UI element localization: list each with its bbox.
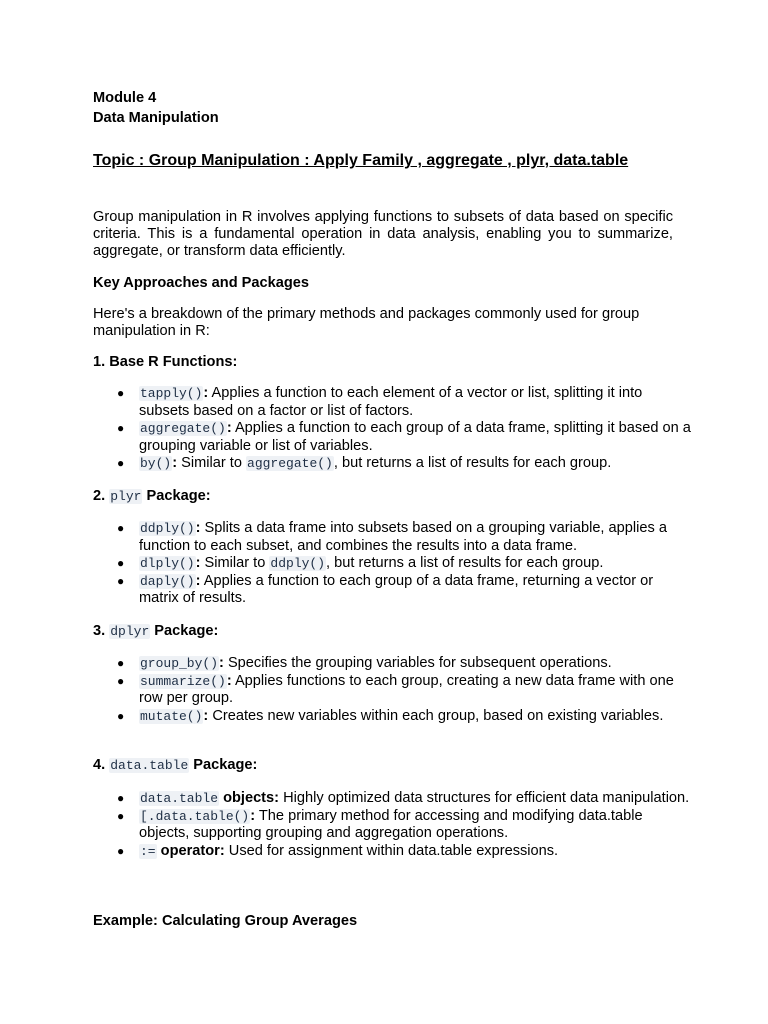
section-title: Package: bbox=[189, 757, 258, 773]
key-approaches-heading: Key Approaches and Packages bbox=[93, 275, 310, 291]
item-description: Specifies the grouping variables for subsequent operations. bbox=[223, 655, 612, 671]
intro-paragraph: Group manipulation in R involves applying functions to subsets of data based on specific criteria. This is a fundamental operation in data analysis, enabling you to summarize, aggregate, or transform data efficiently. bbox=[93, 209, 673, 259]
inline-code: aggregate() bbox=[140, 421, 226, 436]
item-description: Similar to bbox=[177, 455, 247, 471]
list-item bbox=[93, 790, 693, 808]
item-term-suffix: : bbox=[195, 572, 201, 589]
inline-code: dplyr bbox=[110, 624, 150, 639]
item-description: Applies a function to each group of a data frame, splitting it based on a grouping variable or list of variables. bbox=[139, 420, 691, 454]
bullet-icon: ● bbox=[117, 556, 125, 570]
inline-code: ddply() bbox=[270, 556, 326, 571]
bullet-icon: ● bbox=[117, 421, 125, 435]
section-heading-dplyr bbox=[93, 623, 673, 640]
item-term-suffix: : bbox=[203, 385, 209, 401]
example-heading: Example: Calculating Group Averages bbox=[93, 913, 358, 929]
item-term-suffix: : bbox=[172, 455, 178, 471]
inline-code: ddply() bbox=[140, 521, 195, 536]
bullet-icon: ● bbox=[117, 708, 125, 723]
bullet-icon: ● bbox=[117, 808, 125, 823]
item-term-suffix: operator: bbox=[156, 842, 225, 859]
item-term-suffix: : bbox=[195, 555, 201, 571]
inline-code: := bbox=[140, 843, 156, 859]
bullet-icon: ● bbox=[117, 791, 125, 805]
item-description: Creates new variables within each group, based on existing variables. bbox=[208, 707, 664, 724]
section-title: Package: bbox=[142, 488, 211, 504]
item-term-suffix: objects: bbox=[219, 790, 280, 806]
bullet-icon: ● bbox=[117, 673, 125, 688]
item-description: Applies a function to each group of a data frame, returning a vector or matrix of results. bbox=[139, 572, 654, 606]
section-heading-base-r bbox=[93, 354, 673, 371]
item-term-suffix: : bbox=[250, 807, 256, 824]
section-heading-plyr bbox=[93, 488, 673, 505]
item-term-suffix: : bbox=[203, 707, 209, 724]
section-title: Base R Functions: bbox=[109, 354, 238, 370]
item-description: Similar to bbox=[200, 555, 270, 571]
list-item bbox=[93, 573, 693, 608]
inline-code: by() bbox=[140, 456, 172, 471]
inline-code: aggregate() bbox=[247, 456, 333, 471]
item-term-suffix: : bbox=[226, 420, 232, 436]
list-item bbox=[93, 455, 693, 473]
list-item bbox=[93, 673, 693, 708]
inline-code: data.table bbox=[140, 791, 219, 806]
item-description: The primary method for accessing and modifying data.table objects, supporting grouping and aggregation operations. bbox=[139, 807, 643, 841]
inline-code: daply() bbox=[140, 573, 195, 589]
item-description: Applies functions to each group, creating a new data frame with one row per group. bbox=[139, 672, 674, 706]
bullet-icon: ● bbox=[117, 843, 125, 858]
module-heading bbox=[93, 88, 673, 128]
item-description: Applies a function to each element of a vector or list, splitting it into subsets based on a factor or list of factors. bbox=[139, 385, 643, 419]
list-item bbox=[93, 420, 693, 455]
list-item bbox=[93, 708, 693, 726]
list-item bbox=[93, 843, 693, 861]
list-item bbox=[93, 520, 693, 555]
item-term-suffix: : bbox=[226, 672, 232, 689]
section-heading-data-table bbox=[93, 757, 673, 774]
item-description: Highly optimized data structures for efficient data manipulation. bbox=[279, 790, 690, 806]
list-item bbox=[93, 808, 693, 843]
inline-code: tapply() bbox=[140, 386, 203, 401]
module-title: Data Manipulation bbox=[93, 110, 219, 126]
section-number: 1. bbox=[93, 354, 106, 370]
item-description-continued: , but returns a list of results for each group. bbox=[326, 555, 604, 571]
list-item bbox=[93, 555, 693, 573]
bullet-icon: ● bbox=[117, 456, 125, 470]
bullet-icon: ● bbox=[117, 386, 125, 400]
plyr-function-list bbox=[93, 520, 693, 608]
item-description: Splits a data frame into subsets based on a grouping variable, applies a function to each subset, and combines the results into a data frame. bbox=[139, 520, 667, 554]
data-table-feature-list bbox=[93, 790, 693, 860]
section-number: 2. bbox=[93, 488, 106, 504]
topic-heading: Topic : Group Manipulation : Apply Family , aggregate , plyr, data.table bbox=[93, 152, 629, 169]
bullet-icon: ● bbox=[117, 521, 125, 535]
item-term-suffix: : bbox=[195, 520, 201, 536]
bullet-icon: ● bbox=[117, 573, 125, 588]
section-number: 4. bbox=[93, 757, 106, 773]
inline-code: mutate() bbox=[140, 708, 203, 724]
base-r-function-list bbox=[93, 385, 693, 473]
inline-code: data.table bbox=[110, 758, 189, 773]
dplyr-function-list bbox=[93, 655, 693, 725]
item-term-suffix: : bbox=[219, 655, 224, 671]
bullet-icon: ● bbox=[117, 656, 125, 670]
inline-code: [.data.table() bbox=[140, 808, 250, 824]
list-item bbox=[93, 385, 693, 420]
section-number: 3. bbox=[93, 623, 106, 639]
item-description-continued: , but returns a list of results for each group. bbox=[333, 455, 612, 471]
inline-code: group_by() bbox=[140, 656, 219, 671]
list-item bbox=[93, 655, 693, 673]
module-number: Module 4 bbox=[93, 90, 157, 106]
inline-code: summarize() bbox=[140, 673, 226, 689]
breakdown-paragraph: Here's a breakdown of the primary methods and packages commonly used for group manipulation in R: bbox=[93, 306, 640, 339]
item-description: Used for assignment within data.table expressions. bbox=[224, 842, 559, 859]
section-title: Package: bbox=[150, 623, 219, 639]
inline-code: dlply() bbox=[140, 556, 195, 571]
inline-code: plyr bbox=[110, 489, 142, 504]
